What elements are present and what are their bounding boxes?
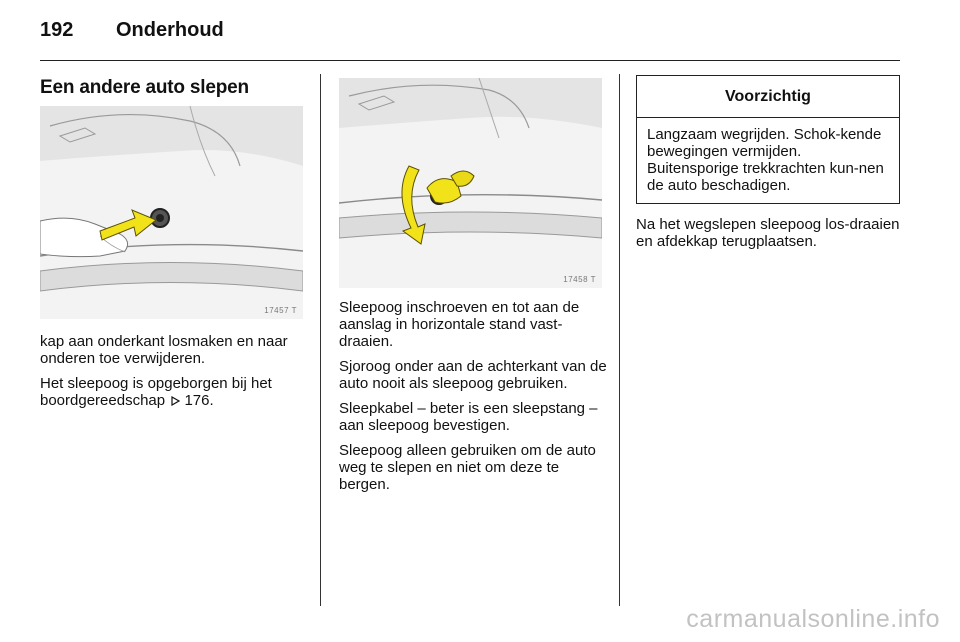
bumper-cover-illustration [40,106,303,319]
warning-text: Langzaam wegrijden. Schok-kende bewegingen vermijden. Buitensporige trekkrachten kun-nen de auto beschadigen. [647,126,884,194]
chapter-title: Onderhoud [116,19,224,41]
figure-code: 17458 T [563,275,596,284]
figure-remove-cover [40,106,303,319]
page-number: 192 [40,19,74,41]
figure-tow-eye [339,78,602,288]
paragraph: Sleepkabel – beter is een sleepstang – aan sleepoog bevestigen. [339,400,598,434]
section-title: Een andere auto slepen [40,77,249,98]
paragraph: kap aan onderkant losmaken en naar onderen toe verwijderen. [40,333,288,367]
paragraph-text: Het sleepoog is opgeborgen bij het boordgereedschap [40,375,272,409]
warning-box [636,75,900,204]
column-2-text [339,299,614,501]
paragraph: Na het wegslepen sleepoog los-draaien en afdekkap terugplaatsen. [636,216,900,250]
column-divider-1 [320,74,321,606]
paragraph [40,375,310,409]
triangle-reference-icon [171,396,180,406]
paragraph: Sleepoog inschroeven en tot aan de aanslag in horizontale stand vast-draaien. [339,299,580,350]
column-3-text [636,216,900,258]
watermark: carmanualsonline.info [686,605,940,633]
figure-code: 17457 T [264,306,297,315]
column-1-text [40,333,310,417]
paragraph: Sleepoog alleen gebruiken om de auto weg te slepen en niet om deze te bergen. [339,442,596,493]
warning-title: Voorzichtig [637,76,899,118]
tow-eye-illustration [339,78,602,288]
page-reference: 176. [184,392,214,409]
column-divider-2 [619,74,620,606]
paragraph: Sjoroog onder aan de achterkant van de auto nooit als sleepoog gebruiken. [339,358,607,392]
header-rule [40,60,900,61]
